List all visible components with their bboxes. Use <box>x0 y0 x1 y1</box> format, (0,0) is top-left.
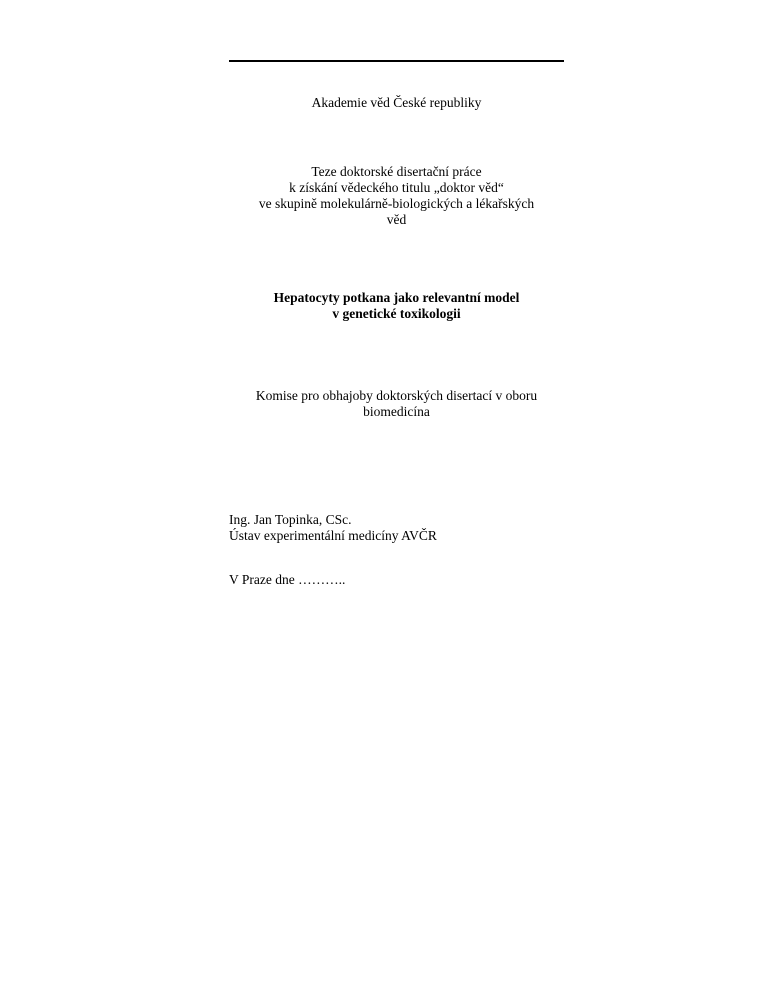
author-name: Ing. Jan Topinka, CSc. <box>229 512 352 527</box>
thesis-description-line: k získání vědeckého titulu „doktor věd“ <box>289 180 504 195</box>
committee-statement <box>229 388 564 420</box>
committee-line: biomedicína <box>363 404 430 419</box>
top-rule-divider <box>229 60 564 62</box>
institution-name: Akademie věd České republiky <box>311 95 482 110</box>
thesis-description-line: věd <box>386 212 407 227</box>
author-block <box>229 512 564 544</box>
thesis-description-line: ve skupině molekulárně-biologických a lékařských <box>258 196 535 211</box>
thesis-description-line: Teze doktorské disertační práce <box>311 164 482 179</box>
institution-heading <box>229 95 564 111</box>
thesis-title <box>229 290 564 322</box>
committee-line: Komise pro obhajoby doktorských disertací v oboru <box>255 388 538 403</box>
thesis-title-line: Hepatocyty potkana jako relevantní model <box>273 290 520 305</box>
thesis-description <box>229 164 564 228</box>
author-affiliation: Ústav experimentální medicíny AVČR <box>229 528 437 543</box>
place-date-line: V Praze dne ……….. <box>229 572 346 587</box>
place-date-block <box>229 572 564 588</box>
thesis-title-line: v genetické toxikologii <box>332 306 461 321</box>
